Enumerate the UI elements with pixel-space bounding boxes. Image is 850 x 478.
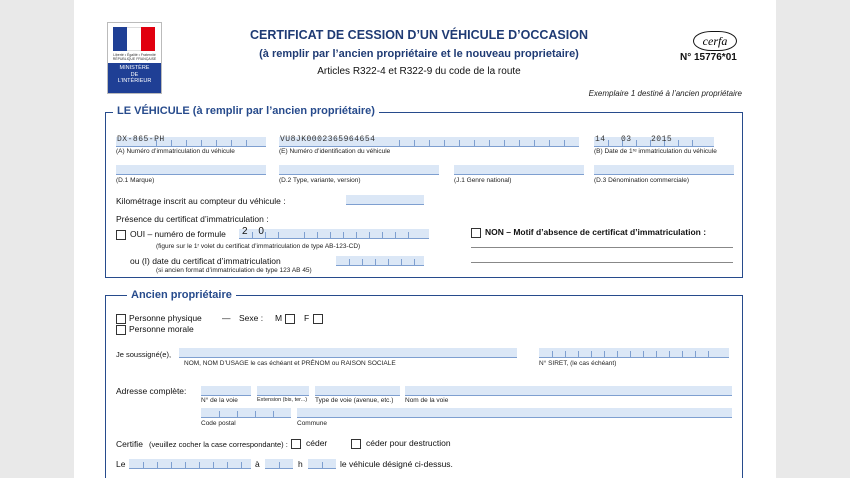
extension-label: Extension (bis, ter...) — [257, 397, 308, 403]
certifie-label: Certifie — [116, 439, 143, 449]
date-year-value: 2015 — [651, 135, 673, 144]
vehicule-designe-label: le véhicule désigné ci-dessus. — [340, 459, 453, 469]
ceder-destruction-checkbox[interactable] — [351, 439, 361, 449]
sexe-m-checkbox[interactable] — [285, 314, 295, 324]
cession-hour-field[interactable] — [265, 459, 293, 469]
form-title: CERTIFICAT DE CESSION D’UN VÉHICULE D’OCCASION — [250, 28, 588, 42]
ceder-destruction-label: céder pour destruction — [366, 438, 451, 448]
km-label: Kilométrage inscrit au compteur du véhicule : — [116, 196, 286, 206]
ministry-block — [108, 63, 161, 93]
km-field[interactable] — [346, 195, 424, 205]
motif-line-1[interactable] — [471, 247, 733, 248]
personne-physique-label: Personne physique — [129, 313, 202, 323]
immatriculation-value: DX-865-PH — [117, 135, 165, 144]
date-month-value: 03 — [621, 135, 632, 144]
certifie-note: (veuillez cocher la case correspondante) : — [149, 440, 288, 449]
personne-physique-checkbox[interactable] — [116, 314, 126, 324]
ministry-line-2: DE — [130, 71, 139, 78]
label-immatriculation: (A) Numéro d’immatriculation du véhicule — [116, 148, 235, 155]
label-vin: (E) Numéro d’identification du véhicule — [279, 148, 391, 155]
label-date-first-registration: (B) Date de 1ʳᵉ immatriculation du véhicule — [594, 148, 717, 155]
personne-morale-checkbox[interactable] — [116, 325, 126, 335]
commune-label: Commune — [297, 420, 327, 427]
nom-label: NOM, NOM D’USAGE le cas échéant et PRÉNOM ou RAISON SOCIALE — [184, 360, 396, 367]
nom-voie-label: Nom de la voie — [405, 397, 449, 404]
nom-voie-field[interactable] — [405, 386, 732, 396]
flag-icon — [113, 27, 155, 51]
date-cert-field[interactable] — [336, 256, 424, 266]
dash-separator: — — [222, 313, 231, 323]
personne-morale-label: Personne morale — [129, 324, 194, 334]
sexe-f-label: F — [304, 313, 310, 323]
type-voie-field[interactable] — [315, 386, 400, 396]
label-denomination: (D.3 Dénomination commerciale) — [594, 177, 690, 184]
code-postal-label: Code postal — [201, 420, 236, 427]
formule-note: (figure sur le 1ʳ volet du certificat d’immatriculation de type AB-123-CD) — [156, 243, 361, 250]
siret-label: N° SIRET, (le cas échéant) — [539, 360, 617, 367]
articles-text: Articles R322-4 et R322-9 du code de la route — [317, 66, 521, 77]
cession-date-field[interactable] — [129, 459, 251, 469]
extension-field[interactable] — [257, 386, 309, 396]
sexe-m-label: M — [275, 313, 283, 323]
a-label: à — [255, 459, 260, 469]
formule-digits: 2 0 — [242, 226, 268, 237]
motif-line-2[interactable] — [471, 262, 733, 263]
sexe-label: Sexe : — [239, 313, 264, 323]
num-voie-label: N° de la voie — [201, 397, 238, 404]
le-label: Le — [116, 459, 126, 469]
num-voie-field[interactable] — [201, 386, 251, 396]
form-page — [74, 0, 776, 478]
marque-field[interactable] — [116, 165, 266, 175]
denomination-field[interactable] — [594, 165, 734, 175]
label-marque: (D.1 Marque) — [116, 177, 155, 184]
marianne-logo — [107, 22, 162, 94]
h-label: h — [298, 459, 303, 469]
date-cert-note: (si ancien format d’immatriculation de type 123 AB 45) — [156, 267, 312, 274]
form-subtitle: (à remplir par l’ancien propriétaire et le nouveau proprietaire) — [259, 48, 579, 60]
non-label: NON – Motif d’absence de certificat d’immatriculation : — [485, 227, 707, 237]
genre-field[interactable] — [454, 165, 584, 175]
ceder-checkbox[interactable] — [291, 439, 301, 449]
oui-checkbox[interactable] — [116, 230, 126, 240]
cerfa-logo: cerfa — [693, 31, 737, 51]
rf-text: Liberté • Égalité • Fraternité RÉPUBLIQUE FRANÇAISE — [112, 53, 157, 61]
cerfa-number: N° 15776*01 — [680, 52, 737, 63]
label-genre: (J.1 Genre national) — [454, 177, 512, 184]
type-voie-label: Type de voie (avenue, etc.) — [315, 397, 394, 404]
sexe-f-checkbox[interactable] — [313, 314, 323, 324]
date-cert-label: ou (I) date du certificat d’immatriculation — [130, 256, 281, 266]
adresse-label: Adresse complète: — [116, 386, 187, 396]
commune-field[interactable] — [297, 408, 732, 418]
type-variante-field[interactable] — [279, 165, 439, 175]
non-checkbox[interactable] — [471, 228, 481, 238]
siret-field[interactable] — [539, 348, 729, 358]
cession-minute-field[interactable] — [308, 459, 336, 469]
presence-label: Présence du certificat d’immatriculation : — [116, 214, 269, 224]
date-day-value: 14 — [595, 135, 606, 144]
ancien-section-title: Ancien propriétaire — [127, 289, 236, 301]
vin-value: VU8JK0002365964654 — [280, 135, 376, 144]
nom-field[interactable] — [179, 348, 517, 358]
code-postal-field[interactable] — [201, 408, 291, 418]
ministry-line-1: MINISTÈRE — [119, 65, 150, 71]
soussigne-label: Je soussigné(e), — [116, 350, 172, 359]
oui-label: OUI – numéro de formule — [130, 229, 226, 239]
vehicule-section-title: LE VÉHICULE (à remplir par l’ancien propriétaire) — [113, 105, 379, 117]
ministry-line-3: L’INTÉRIEUR — [117, 78, 152, 84]
ceder-label: céder — [306, 438, 328, 448]
exemplaire-text: Exemplaire 1 destiné à l’ancien propriétaire — [588, 89, 742, 98]
label-type-variante: (D.2 Type, variante, version) — [279, 177, 361, 184]
